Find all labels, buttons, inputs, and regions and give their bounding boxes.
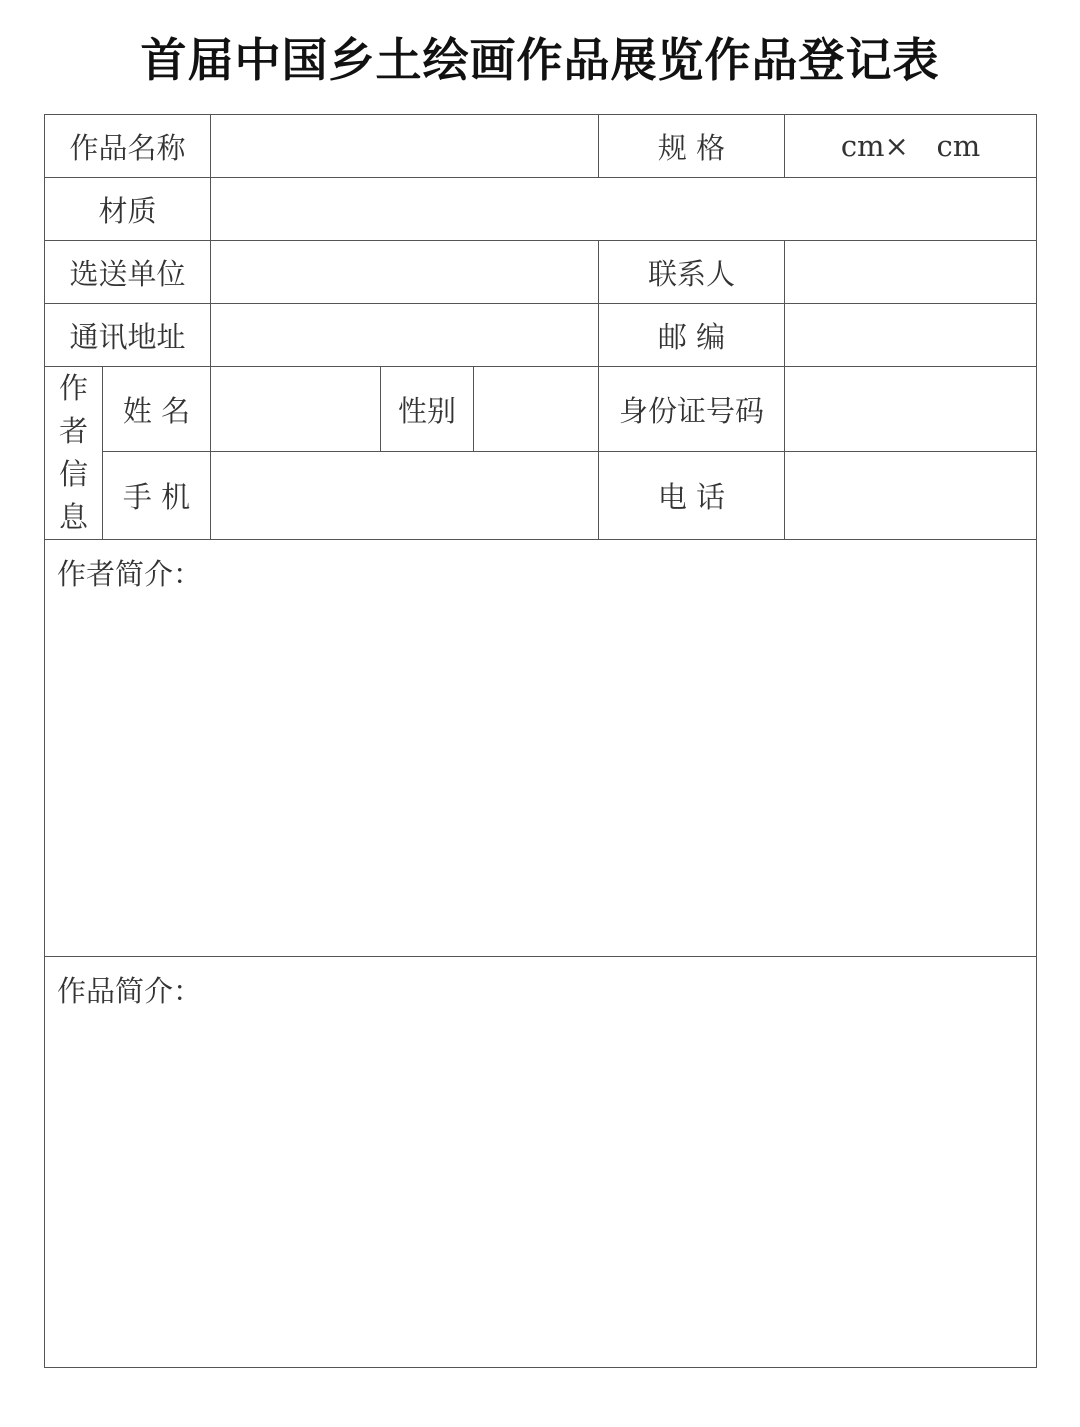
work-intro-label: 作品简介： — [57, 974, 203, 1008]
id-number-label: 身份证号码 — [599, 367, 785, 452]
row-author-phone — [45, 452, 1037, 540]
mobile-field[interactable] — [211, 452, 599, 540]
row-author-intro — [45, 540, 1037, 957]
row-material — [45, 178, 1037, 241]
author-name-field[interactable] — [211, 367, 381, 452]
address-label: 通讯地址 — [45, 304, 211, 367]
size-field[interactable]: cm× cm — [785, 115, 1037, 178]
id-number-field[interactable] — [785, 367, 1037, 452]
row-work-name — [45, 115, 1037, 178]
row-address — [45, 304, 1037, 367]
size-label: 规 格 — [599, 115, 785, 178]
author-info-group-label — [45, 367, 103, 540]
author-info-char: 信 — [58, 457, 88, 491]
registration-form-table — [44, 114, 1037, 1368]
address-field[interactable] — [211, 304, 599, 367]
gender-label: 性别 — [381, 367, 474, 452]
postcode-label: 邮 编 — [599, 304, 785, 367]
author-intro-field[interactable] — [45, 540, 1037, 957]
row-work-intro — [45, 957, 1037, 1368]
material-field[interactable] — [211, 178, 1037, 241]
page-title: 首届中国乡土绘画作品展览作品登记表 — [140, 33, 940, 87]
row-sending-unit — [45, 241, 1037, 304]
author-info-char: 作 — [58, 371, 88, 405]
gender-field[interactable] — [474, 367, 599, 452]
work-name-field[interactable] — [211, 115, 599, 178]
row-author-name — [45, 367, 1037, 452]
mobile-label: 手 机 — [103, 452, 211, 540]
postcode-field[interactable] — [785, 304, 1037, 367]
phone-field[interactable] — [785, 452, 1037, 540]
contact-person-label: 联系人 — [599, 241, 785, 304]
material-label: 材质 — [45, 178, 211, 241]
author-info-char: 者 — [58, 414, 88, 448]
author-info-char: 息 — [58, 500, 88, 534]
author-intro-label: 作者简介： — [57, 557, 203, 591]
work-name-label: 作品名称 — [45, 115, 211, 178]
phone-label: 电 话 — [599, 452, 785, 540]
sending-unit-label: 选送单位 — [45, 241, 211, 304]
work-intro-field[interactable] — [45, 957, 1037, 1368]
contact-person-field[interactable] — [785, 241, 1037, 304]
author-name-label: 姓 名 — [103, 367, 211, 452]
sending-unit-field[interactable] — [211, 241, 599, 304]
